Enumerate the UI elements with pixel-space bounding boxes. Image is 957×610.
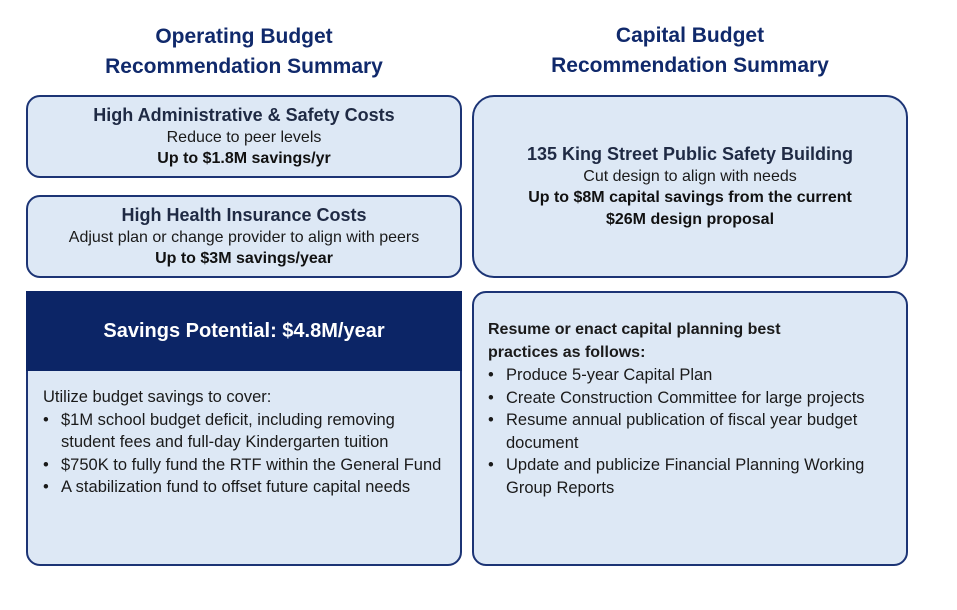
admin-safety-subtext: Reduce to peer levels [166,129,322,146]
capital-practices-list [488,364,900,499]
savings-usage-list [43,409,451,499]
savings-usage-list-body [43,386,451,499]
capital-title-line2: Recommendation Summary [551,54,829,77]
list-item: • Resume annual publication of fiscal year budget document [488,409,900,454]
operating-title-line1: Operating Budget [155,25,333,48]
king-street-savings-line2: $26M design proposal [605,211,775,228]
operating-column-title [40,22,448,82]
list-item: • Create Construction Committee for large projects [488,387,900,410]
admin-safety-costs-box [26,95,462,178]
health-insurance-costs-box [26,195,462,278]
list-item: • Update and publicize Financial Planning Working Group Reports [488,454,900,499]
king-street-subtext: Cut design to align with needs [583,168,797,185]
operating-title-line2: Recommendation Summary [105,55,383,78]
health-insurance-heading: High Health Insurance Costs [121,205,367,225]
list-item: • $750K to fully fund the RTF within the General Fund [43,454,451,477]
health-insurance-subtext: Adjust plan or change provider to align with peers [68,229,420,246]
capital-practices-intro-line1: Resume or enact capital planning best [488,321,781,338]
list-item: • Produce 5-year Capital Plan [488,364,900,387]
capital-title-line1: Capital Budget [615,24,765,47]
list-item: • $1M school budget deficit, including removing student fees and full-day Kindergarten tuition [43,409,451,454]
health-insurance-savings: Up to $3M savings/year [155,250,333,267]
savings-usage-intro: Utilize budget savings to cover: [43,388,272,406]
king-street-building-box [472,95,908,278]
capital-practices-intro-line2: practices as follows: [488,343,646,361]
capital-column-title [478,21,902,81]
savings-potential-box [26,291,462,566]
admin-safety-savings: Up to $1.8M savings/yr [157,150,331,167]
king-street-savings-line1: Up to $8M capital savings from the current [528,189,852,206]
king-street-heading: 135 King Street Public Safety Building [526,144,854,164]
list-item: • A stabilization fund to offset future capital needs [43,476,451,499]
capital-practices-box [472,291,908,566]
capital-practices-body [488,319,900,499]
savings-potential-header: Savings Potential: $4.8M/year [26,291,462,371]
admin-safety-heading: High Administrative & Safety Costs [93,105,395,125]
